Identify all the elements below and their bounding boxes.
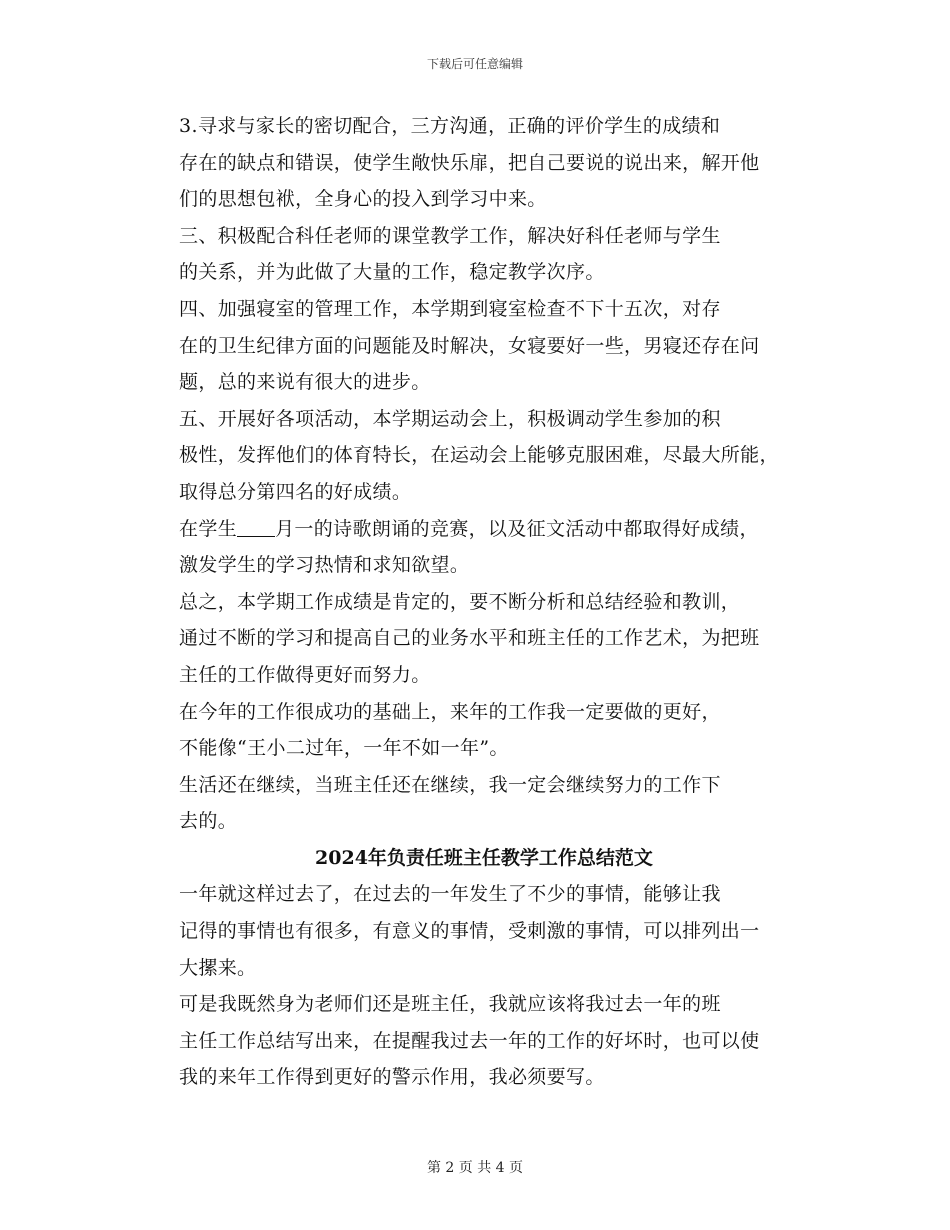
fill-in-blank <box>237 518 275 537</box>
text-line: 激发学生的学习热情和求知欲望。 <box>179 554 470 577</box>
page-number: 第 2 页 共 4 页 <box>426 1160 524 1176</box>
text-line: 在的卫生纪律方面的问题能及时解决，女寝要好一些，男寝还存在问 <box>179 334 760 357</box>
text-line: 四、加强寝室的管理工作，本学期到寝室检查不下十五次，对存 <box>179 297 721 320</box>
text-line: 取得总分第四名的好成绩。 <box>179 480 412 503</box>
text-line: 我的来年工作得到更好的警示作用，我必须要写。 <box>179 1066 605 1089</box>
text-line: 生活还在继续，当班主任还在继续，我一定会继续努力的工作下 <box>179 773 721 796</box>
text-line: 五、开展好各项活动，本学期运动会上，积极调动学生参加的积 <box>179 407 721 430</box>
text-line: 三、积极配合科任老师的课堂教学工作，解决好科任老师与学生 <box>179 224 721 247</box>
text-line: 通过不断的学习和提高自己的业务水平和班主任的工作艺术，为把班 <box>179 627 760 650</box>
text-line: 们的思想包袱，全身心的投入到学习中来。 <box>179 188 547 211</box>
text-line: 极性，发挥他们的体育特长，在运动会上能够克服困难，尽最大所能， <box>179 444 779 467</box>
text-line: 主任的工作做得更好而努力。 <box>179 663 431 686</box>
paragraph-dormitory-management <box>141 291 831 401</box>
text-line: 题，总的来说有很大的进步。 <box>179 371 431 394</box>
text-line: 总之，本学期工作成绩是肯定的，要不断分析和总结经验和教训， <box>179 590 741 613</box>
text-after-blank: 月一的诗歌朗诵的竞赛，以及征文活动中都取得好成绩， <box>275 517 759 540</box>
text-line: 主任工作总结写出来，在提醒我过去一年的工作的好坏时，也可以使 <box>179 1029 760 1052</box>
text-line: 的关系，并为此做了大量的工作，稳定教学次序。 <box>179 261 605 284</box>
paragraph-teacher-cooperation <box>141 218 831 291</box>
text-line: 大摞来。 <box>179 956 257 979</box>
text-line: 记得的事情也有很多，有意义的事情，受刺激的事情，可以排列出一 <box>179 920 760 943</box>
paragraph-parent-cooperation <box>141 108 831 218</box>
document-body <box>141 108 831 1096</box>
text-before-blank: 在学生 <box>179 517 238 540</box>
paragraph-year-passed <box>141 876 831 986</box>
text-line: 一年就这样过去了，在过去的一年发生了不少的事情，能够让我 <box>179 883 721 906</box>
text-line: 在今年的工作很成功的基础上，来年的工作我一定要做的更好， <box>179 700 721 723</box>
paragraph-activities <box>141 401 831 511</box>
section-title: 2024年负责任班主任教学工作总结范文 <box>315 846 653 869</box>
text-line: 不能像“王小二过年，一年不如一年”。 <box>179 737 509 760</box>
paragraph-conclusion <box>141 584 831 694</box>
text-line: 3.寻求与家长的密切配合，三方沟通，正确的评价学生的成绩和 <box>179 115 721 137</box>
text-line: 去的。 <box>179 810 238 833</box>
paragraph-must-write <box>141 986 831 1096</box>
text-line: 可是我既然身为老师们还是班主任，我就应该将我过去一年的班 <box>179 993 721 1016</box>
page-header-note: 下载后可任意编辑 <box>426 57 523 71</box>
paragraph-next-year <box>141 694 831 767</box>
text-line-with-blank <box>141 511 831 548</box>
text-line: 存在的缺点和错误，使学生敞快乐扉，把自己要说的说出来，解开他 <box>179 151 760 174</box>
paragraph-poetry-contest <box>141 511 831 584</box>
paragraph-continue <box>141 767 831 840</box>
